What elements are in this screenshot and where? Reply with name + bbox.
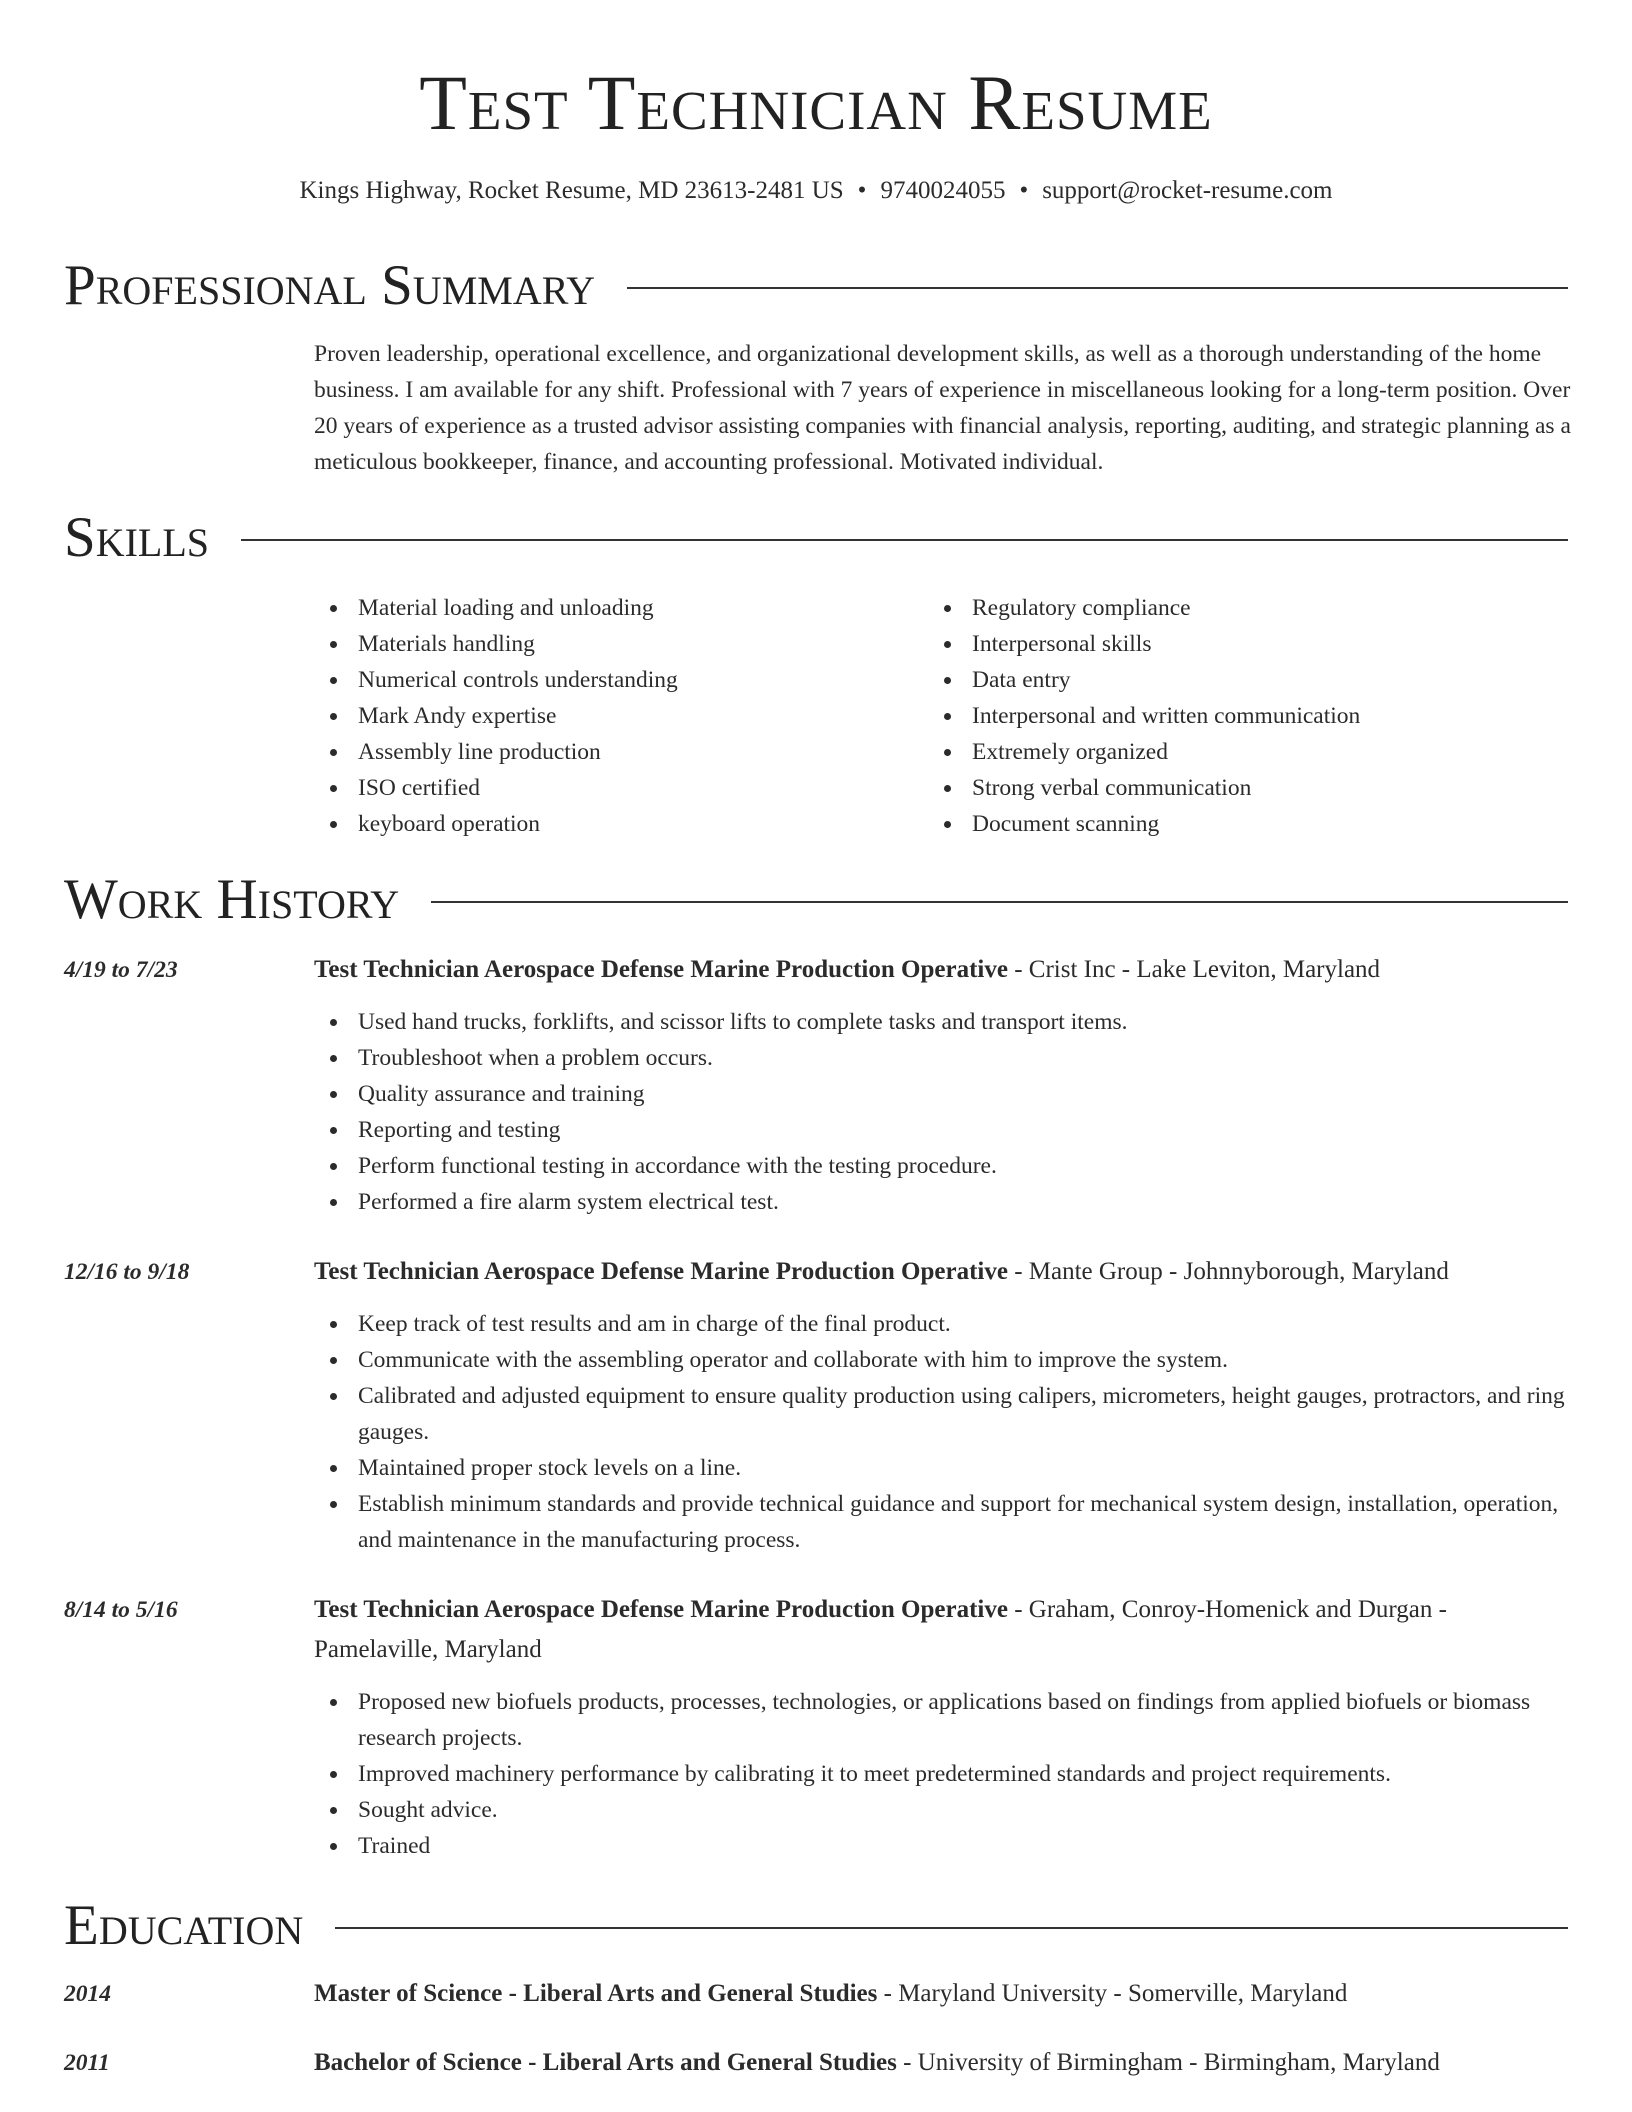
skill-item: Document scanning [928, 806, 1528, 842]
job-dates: 8/14 to 5/16 [64, 1597, 178, 1623]
section-header-skills [64, 506, 1568, 570]
job-title: Test Technician Aerospace Defense Marine Production Operative [314, 1596, 1008, 1623]
section-header-education [64, 1894, 1568, 1958]
contact-line [0, 174, 1632, 208]
duty-item: Performed a fire alarm system electrical test. [314, 1184, 1568, 1220]
job-duties [314, 1684, 1568, 1864]
duty-item: Improved machinery performance by calibrating it to meet predetermined standards and project requirements. [314, 1756, 1568, 1792]
duty-item: Used hand trucks, forklifts, and scissor lifts to complete tasks and transport items. [314, 1004, 1568, 1040]
section-header-summary [64, 254, 1568, 318]
email-link[interactable]: support@rocket-resume.com [1042, 177, 1333, 204]
section-title: Professional Summary [64, 254, 596, 317]
duty-item: Trained [314, 1828, 1568, 1864]
address: Kings Highway, Rocket Resume, MD 23613-2481 US [299, 177, 844, 204]
section-divider [627, 287, 1568, 289]
section-header-work [64, 868, 1568, 932]
job-employer: - Graham, Conroy-Homenick and Durgan - Pamelaville, Maryland [314, 1596, 1447, 1663]
skill-item: Extremely organized [928, 734, 1528, 770]
duty-item: Calibrated and adjusted equipment to ensure quality production using calipers, micrometers, height gauges, protractors, and ring gauges. [314, 1378, 1568, 1450]
school: - University of Birmingham - Birmingham, Maryland [896, 2049, 1440, 2076]
skill-item: Data entry [928, 662, 1528, 698]
job-title: Test Technician Aerospace Defense Marine Production Operative [314, 1258, 1008, 1285]
duty-item: Establish minimum standards and provide technical guidance and support for mechanical system design, installation, operation, and maintenance in the manufacturing process. [314, 1486, 1568, 1558]
section-divider [335, 1927, 1568, 1929]
skill-item: Strong verbal communication [928, 770, 1528, 806]
education-year: 2011 [64, 2050, 110, 2076]
duty-item: Maintained proper stock levels on a line. [314, 1450, 1568, 1486]
skill-item: Numerical controls understanding [314, 662, 914, 698]
job-dates: 12/16 to 9/18 [64, 1259, 190, 1285]
skill-item: Regulatory compliance [928, 590, 1528, 626]
skill-item: keyboard operation [314, 806, 914, 842]
separator: • [1019, 177, 1029, 204]
skill-item: Assembly line production [314, 734, 914, 770]
school: - Maryland University - Somerville, Maryland [877, 1980, 1348, 2007]
phone: 9740024055 [880, 177, 1006, 204]
job-employer: - Mante Group - Johnnyborough, Maryland [1007, 1258, 1449, 1285]
summary-text: Proven leadership, operational excellence, and organizational development skills, as well as a thorough understanding of the home business. I am available for any shift. Professional with 7 years of experience in miscellaneous looking for a long-term position. Over 20 years of experience as a trusted advisor assisting companies with financial analysis, reporting, auditing, and strategic planning as a meticulous bookkeeper, finance, and accounting professional. Motivated individual. [314, 341, 1571, 475]
skills-list-left [314, 590, 914, 842]
skill-item: Mark Andy expertise [314, 698, 914, 734]
skill-item: Interpersonal and written communication [928, 698, 1528, 734]
duty-item: Perform functional testing in accordance with the testing procedure. [314, 1148, 1568, 1184]
job-duties [314, 1004, 1568, 1220]
degree: Bachelor of Science - Liberal Arts and General Studies [314, 2049, 897, 2076]
skill-item: Interpersonal skills [928, 626, 1528, 662]
job-duties [314, 1306, 1568, 1558]
education-entry [314, 1974, 1568, 2014]
job-title: Test Technician Aerospace Defense Marine Production Operative [314, 956, 1008, 983]
education-year: 2014 [64, 1981, 111, 2007]
section-divider [241, 539, 1568, 541]
degree: Master of Science - Liberal Arts and General Studies [314, 1980, 878, 2007]
section-divider [431, 901, 1568, 903]
section-title: Work History [64, 868, 400, 931]
duty-item: Quality assurance and training [314, 1076, 1568, 1112]
section-title: Skills [64, 506, 210, 569]
resume-name: Test Technician Resume [419, 59, 1213, 146]
duty-item: Proposed new biofuels products, processes, technologies, or applications based on findings from applied biofuels or biomass research projects. [314, 1684, 1568, 1756]
duty-item: Communicate with the assembling operator and collaborate with him to improve the system. [314, 1342, 1568, 1378]
duty-item: Troubleshoot when a problem occurs. [314, 1040, 1568, 1076]
education-entry [314, 2043, 1568, 2083]
skill-item: ISO certified [314, 770, 914, 806]
skill-item: Material loading and unloading [314, 590, 914, 626]
duty-item: Sought advice. [314, 1792, 1568, 1828]
duty-item: Reporting and testing [314, 1112, 1568, 1148]
job-heading [314, 1590, 1568, 1670]
job-heading [314, 950, 1568, 990]
separator: • [857, 177, 867, 204]
duty-item: Keep track of test results and am in charge of the final product. [314, 1306, 1568, 1342]
job-employer: - Crist Inc - Lake Leviton, Maryland [1007, 956, 1381, 983]
section-title: Education [64, 1894, 304, 1957]
skills-list-right [928, 590, 1528, 842]
skill-item: Materials handling [314, 626, 914, 662]
job-heading [314, 1252, 1568, 1292]
job-dates: 4/19 to 7/23 [64, 957, 178, 983]
